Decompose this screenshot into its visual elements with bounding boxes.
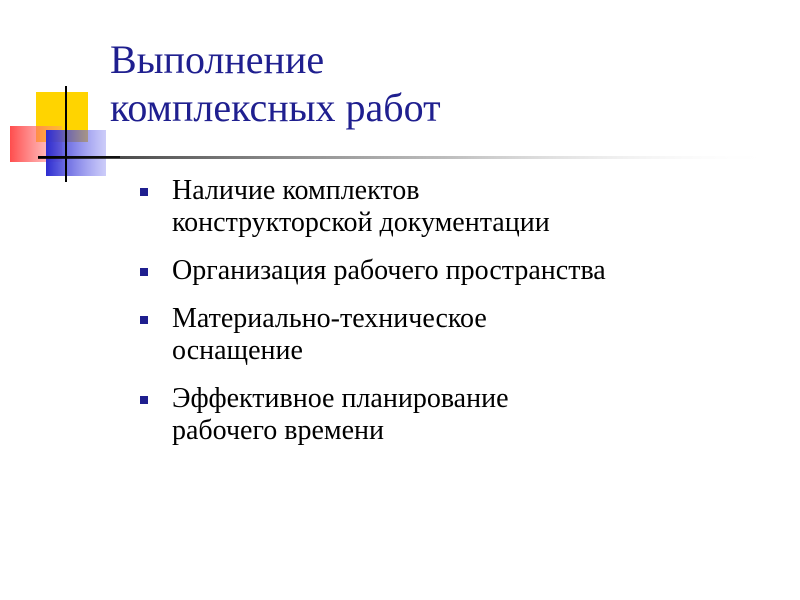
- bullet-item: [140, 175, 780, 239]
- square-bullet-icon: [140, 188, 148, 196]
- bullet-text: [172, 175, 780, 239]
- bullet-text-line: конструкторской документации: [172, 207, 550, 238]
- title-divider-rule: [38, 156, 778, 159]
- bullet-item: [140, 255, 780, 287]
- bullet-text: [172, 255, 780, 287]
- bullet-text-line: Наличие комплектов: [172, 175, 420, 206]
- bullet-item: [140, 303, 780, 367]
- blue-square: [46, 130, 106, 176]
- bullet-list: [140, 175, 780, 463]
- slide-title: [110, 36, 750, 132]
- bullet-text-line: Эффективное планирование: [172, 383, 509, 414]
- bullet-text: [172, 303, 780, 367]
- square-bullet-icon: [140, 316, 148, 324]
- bullet-text: [172, 383, 780, 447]
- square-bullet-icon: [140, 268, 148, 276]
- bullet-text-line: Материально-техническое: [172, 303, 487, 334]
- bullet-text-line: рабочего времени: [172, 415, 385, 446]
- slide-title-line: Выполнение: [110, 37, 325, 82]
- slide-title-line: комплексных работ: [110, 85, 441, 130]
- bullet-text-line: оснащение: [172, 335, 303, 366]
- bullet-text-line: Организация рабочего пространства: [172, 255, 606, 286]
- bullet-item: [140, 383, 780, 447]
- square-bullet-icon: [140, 396, 148, 404]
